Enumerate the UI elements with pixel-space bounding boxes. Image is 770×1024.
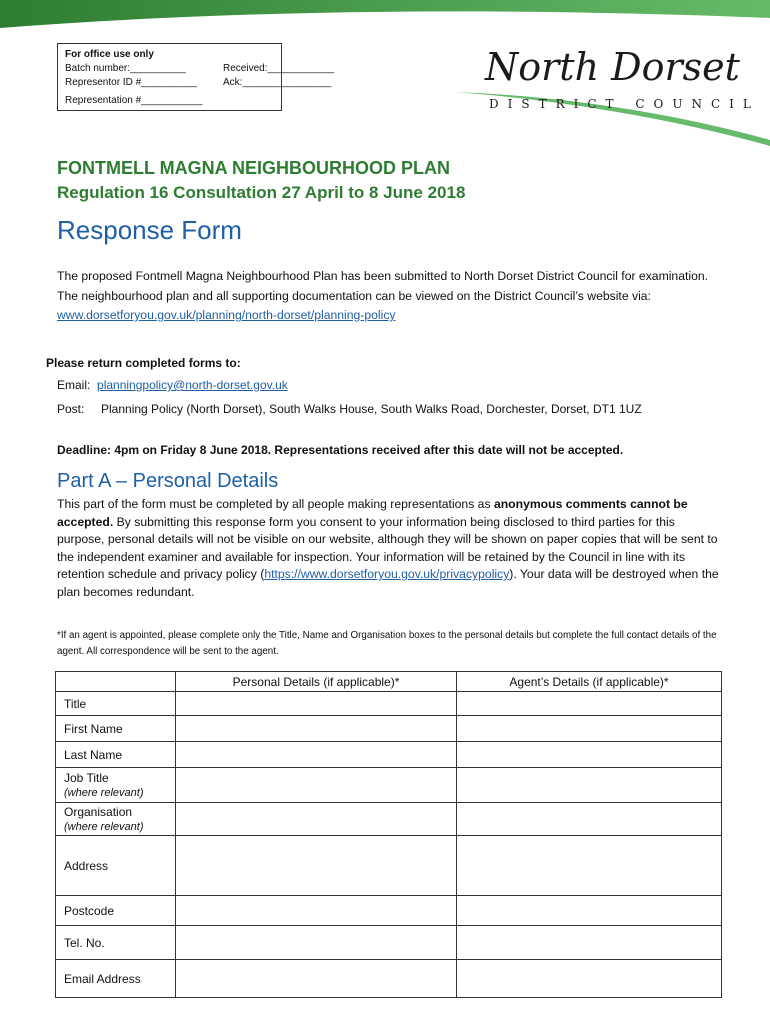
logo-subtitle: DISTRICT COUNCIL	[489, 97, 760, 111]
organisation-agent-field[interactable]	[457, 803, 722, 836]
job-title-label: Job Title	[64, 771, 109, 785]
part-a-text3: ). Your data will be destroyed when the plan becomes redundant.	[57, 567, 719, 599]
title-agent-field[interactable]	[457, 692, 722, 716]
postcode-personal-field[interactable]	[176, 896, 457, 926]
row-label-organisation	[56, 803, 176, 836]
post-address: Planning Policy (North Dorset), South Walks House, South Walks Road, Dorchester, Dorset, DT1 1UZ	[101, 402, 642, 416]
representor-id: Representor ID #__________	[65, 77, 197, 88]
privacy-policy-link[interactable]: https://www.dorsetforyou.gov.uk/privacypolicy	[264, 567, 510, 581]
return-title: Please return completed forms to:	[46, 356, 241, 370]
job-title-relevant: (where relevant)	[64, 787, 144, 799]
intro-text: The proposed Fontmell Magna Neighbourhood Plan has been submitted to North Dorset District Council for examination. The neighbourhood plan and all supporting documentation can be viewed on the District Council’s website via:	[57, 269, 709, 303]
email-agent-field[interactable]	[457, 960, 722, 998]
row-label-tel: Tel. No.	[56, 926, 176, 960]
postcode-agent-field[interactable]	[457, 896, 722, 926]
header-personal: Personal Details (if applicable)*	[176, 672, 457, 692]
organisation-relevant: (where relevant)	[64, 821, 144, 833]
job-title-personal-field[interactable]	[176, 768, 457, 803]
title-personal-field[interactable]	[176, 692, 457, 716]
tel-agent-field[interactable]	[457, 926, 722, 960]
last-name-agent-field[interactable]	[457, 742, 722, 768]
office-title: For office use only	[65, 49, 154, 60]
address-personal-field[interactable]	[176, 836, 457, 896]
row-label-email: Email Address	[56, 960, 176, 998]
row-label-last-name: Last Name	[56, 742, 176, 768]
part-a-text2: By submitting this response form you consent to your information being disclosed to third parties for this purpose, personal details will not be visible on our website, although they will be shown on paper copies that will be sent to the independent examiner and available for inspection. Your information will be retained by the Council in line with its retention schedule and privacy policy (	[57, 514, 718, 581]
email-link[interactable]: planningpolicy@north-dorset.gov.uk	[97, 378, 288, 392]
regulation-title: Regulation 16 Consultation 27 April to 8 June 2018	[57, 183, 466, 202]
deadline: Deadline: 4pm on Friday 8 June 2018. Representations received after this date will not be accepted.	[57, 443, 624, 457]
header-agent: Agent’s Details (if applicable)*	[457, 672, 722, 692]
north-dorset-logo	[485, 45, 760, 120]
row-label-title: Title	[56, 692, 176, 716]
post-label: Post:	[57, 402, 85, 416]
job-title-agent-field[interactable]	[457, 768, 722, 803]
header-blank	[56, 672, 176, 692]
plan-title: FONTMELL MAGNA NEIGHBOURHOOD PLAN	[57, 158, 450, 178]
received: Received:____________	[223, 63, 335, 74]
part-a-title: Part A – Personal Details	[57, 470, 279, 492]
email-personal-field[interactable]	[176, 960, 457, 998]
office-use-box	[57, 43, 335, 111]
last-name-personal-field[interactable]	[176, 742, 457, 768]
representation-number: Representation #___________	[65, 95, 203, 106]
first-name-personal-field[interactable]	[176, 716, 457, 742]
agent-note: *If an agent is appointed, please complete only the Title, Name and Organisation boxes to the personal details but complete the full contact details of the agent. All correspondence will be sent to the agent.	[57, 630, 717, 657]
tel-personal-field[interactable]	[176, 926, 457, 960]
logo-name: North Dorset	[485, 45, 740, 89]
form-title: Response Form	[57, 215, 242, 245]
row-label-job-title	[56, 768, 176, 803]
intro-paragraph	[57, 267, 717, 326]
email-line	[57, 378, 288, 392]
email-label: Email:	[57, 378, 91, 392]
first-name-agent-field[interactable]	[457, 716, 722, 742]
planning-policy-link[interactable]: www.dorsetforyou.gov.uk/planning/north-dorset/planning-policy	[57, 308, 396, 322]
row-label-postcode: Postcode	[56, 896, 176, 926]
address-agent-field[interactable]	[457, 836, 722, 896]
batch-number: Batch number:__________	[65, 63, 186, 74]
row-label-address: Address	[56, 836, 176, 896]
row-label-first-name: First Name	[56, 716, 176, 742]
part-a-text1: This part of the form must be completed by all people making representations as	[57, 497, 494, 511]
personal-details-table	[55, 671, 722, 998]
ack: Ack:________________	[223, 77, 332, 88]
organisation-label: Organisation	[64, 805, 133, 819]
organisation-personal-field[interactable]	[176, 803, 457, 836]
part-a-bold: anonymous comments cannot be accepted.	[57, 497, 688, 529]
part-a-paragraph	[57, 496, 725, 601]
